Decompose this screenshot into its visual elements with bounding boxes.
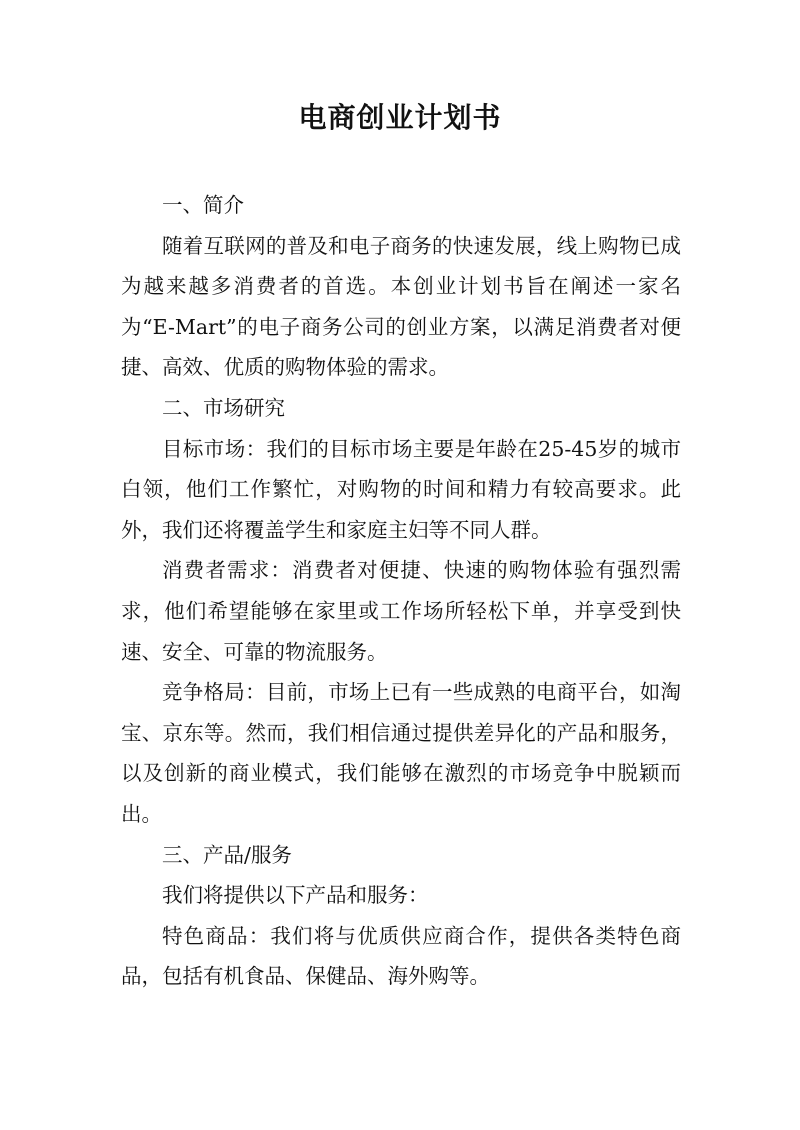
section-heading-intro: 一、简介 bbox=[162, 193, 244, 217]
document-body bbox=[121, 185, 681, 997]
section-heading-market: 二、市场研究 bbox=[162, 395, 285, 420]
intro-paragraph: 随着互联网的普及和电子商务的快速发展，线上购物已成为越来越多消费者的首选。本创业计划书旨在阐述一家名为“E-Mart”的电子商务公司的创业方案，以满足消费者对便捷、高效、优质的购物体验的需求。 bbox=[121, 233, 681, 380]
products-intro-paragraph: 我们将提供以下产品和服务： bbox=[162, 883, 429, 908]
section-heading-products: 三、产品/服务 bbox=[162, 842, 292, 867]
document-title: 电商创业计划书 bbox=[298, 101, 502, 134]
market-competition-paragraph: 竞争格局：目前，市场上已有一些成熟的电商平台，如淘宝、京东等。然而，我们相信通过提供差异化的产品和服务，以及创新的商业模式，我们能够在激烈的市场竞争中脱颖而出。 bbox=[121, 680, 681, 826]
market-target-paragraph: 目标市场：我们的目标市场主要是年龄在25-45岁的城市白领，他们工作繁忙，对购物的时间和精力有较高要求。此外，我们还将覆盖学生和家庭主妇等不同人群。 bbox=[121, 436, 681, 542]
market-needs-paragraph: 消费者需求：消费者对便捷、快速的购物体验有强烈需求，他们希望能够在家里或工作场所轻松下单，并享受到快速、安全、可靠的物流服务。 bbox=[121, 558, 681, 664]
products-featured-paragraph: 特色商品：我们将与优质供应商合作，提供各类特色商品，包括有机食品、保健品、海外购等。 bbox=[121, 923, 681, 989]
